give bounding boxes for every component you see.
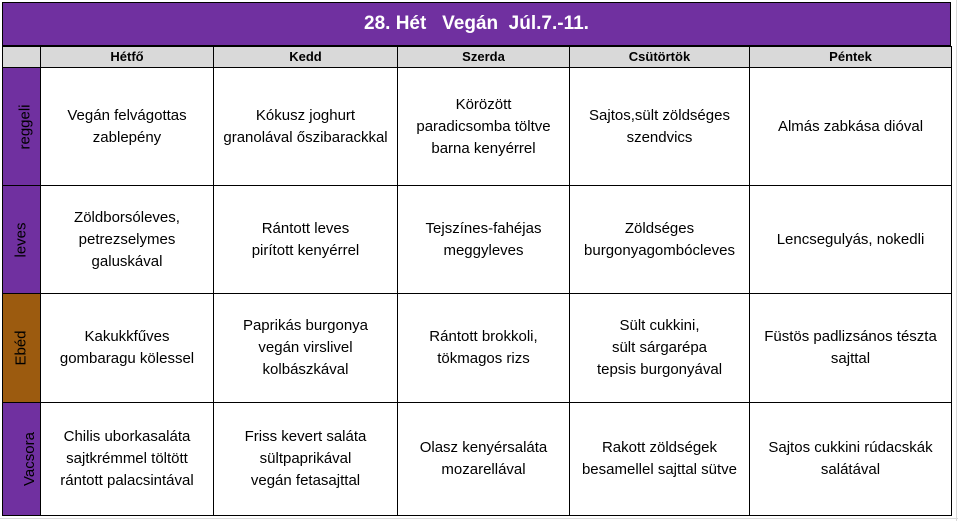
menu-cell[interactable]: Tejszínes-fahéjas meggyleves <box>398 186 570 294</box>
grid-line <box>956 0 957 521</box>
menu-cell[interactable]: Rakott zöldségek besamellel sajttal sütve <box>570 403 750 516</box>
menu-cell[interactable]: Sajtos cukkini rúdacskák salátával <box>750 403 952 516</box>
menu-cell[interactable]: Almás zabkása dióval <box>750 68 952 186</box>
menu-cell[interactable]: Olasz kenyérsaláta mozarellával <box>398 403 570 516</box>
meal-label-cell[interactable] <box>3 68 41 186</box>
day-header[interactable]: Péntek <box>750 47 952 68</box>
page-title: 28. Hét Vegán Júl.7.-11. <box>2 2 951 46</box>
menu-cell[interactable]: Vegán felvágottas zablepény <box>41 68 214 186</box>
meal-row-vacsora <box>3 403 952 516</box>
menu-table <box>2 46 952 516</box>
menu-cell[interactable]: Zöldséges burgonyagombócleves <box>570 186 750 294</box>
meal-row-ebed <box>3 294 952 403</box>
meal-row-reggeli <box>3 68 952 186</box>
menu-cell[interactable]: Sajtos,sült zöldséges szendvics <box>570 68 750 186</box>
meal-label: reggeli <box>16 103 34 150</box>
menu-cell[interactable]: Paprikás burgonya vegán virslivel kolbászkával <box>214 294 398 403</box>
menu-cell[interactable]: Rántott brokkoli, tökmagos rizs <box>398 294 570 403</box>
day-header[interactable]: Szerda <box>398 47 570 68</box>
menu-cell[interactable]: Rántott leves pirított kenyérrel <box>214 186 398 294</box>
meal-row-leves <box>3 186 952 294</box>
menu-cell[interactable]: Kókusz joghurt granolával őszibarackkal <box>214 68 398 186</box>
grid-line <box>0 518 958 519</box>
menu-cell[interactable]: Sült cukkini, sült sárgarépa tepsis burgonyával <box>570 294 750 403</box>
menu-cell[interactable]: Friss kevert saláta sültpaprikával vegán fetasajttal <box>214 403 398 516</box>
corner-cell <box>3 47 41 68</box>
menu-cell[interactable]: Kakukkfűves gombaragu kölessel <box>41 294 214 403</box>
meal-label-cell[interactable] <box>3 403 41 516</box>
meal-label: Ebéd <box>12 330 30 366</box>
day-header[interactable]: Csütörtök <box>570 47 750 68</box>
menu-cell[interactable]: Füstös padlizsános tészta sajttal <box>750 294 952 403</box>
menu-cell[interactable]: Chilis uborkasaláta sajtkrémmel töltött rántott palacsintával <box>41 403 214 516</box>
day-header[interactable]: Hétfő <box>41 47 214 68</box>
meal-label: leves <box>12 221 30 258</box>
day-header[interactable]: Kedd <box>214 47 398 68</box>
menu-cell[interactable]: Zöldborsóleves, petrezselymes galuskával <box>41 186 214 294</box>
meal-label-cell[interactable] <box>3 294 41 403</box>
meal-label-cell[interactable] <box>3 186 41 294</box>
menu-cell[interactable]: Körözött paradicsomba töltve barna kenyérrel <box>398 68 570 186</box>
header-row <box>3 47 952 68</box>
meal-label: Vacsora <box>20 432 38 486</box>
menu-cell[interactable]: Lencsegulyás, nokedli <box>750 186 952 294</box>
